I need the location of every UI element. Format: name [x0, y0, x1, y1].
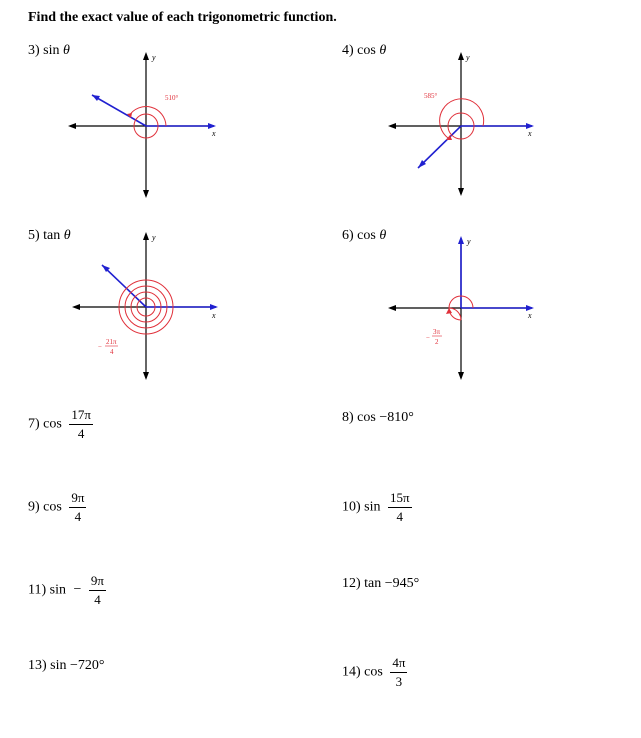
problem-9: [28, 491, 86, 523]
problem-13: [28, 658, 105, 674]
problem-number: 6): [342, 228, 354, 243]
y-axis-label: y: [466, 53, 470, 62]
problem-4: [342, 43, 386, 59]
y-axis-label: y: [152, 53, 156, 62]
y-axis-label: y: [467, 237, 471, 246]
problem-number: 8): [342, 410, 354, 425]
problem-number: 9): [28, 499, 40, 515]
trig-function: sin: [43, 43, 60, 58]
angle-numerator: 21π: [106, 338, 117, 346]
fraction: [89, 574, 106, 606]
fraction: [69, 408, 93, 440]
fraction-denominator: 4: [396, 508, 404, 524]
angle-denominator: 4: [110, 348, 114, 356]
fraction-denominator: 4: [94, 591, 101, 607]
angle-label: 585°: [424, 92, 438, 100]
problem-number: 13): [28, 658, 47, 673]
problem-6: [342, 228, 386, 244]
y-axis-label: y: [152, 233, 156, 242]
angle-expression: −720°: [70, 658, 105, 673]
problem-7: [28, 408, 93, 440]
x-axis-label: x: [212, 311, 216, 320]
problem-number: 12): [342, 576, 361, 591]
problem-number: 10): [342, 499, 361, 515]
angle-sign: −: [426, 334, 430, 342]
trig-function: sin: [50, 658, 67, 673]
fraction-numerator: 9π: [89, 574, 106, 591]
x-axis-label: x: [528, 129, 532, 138]
trig-function: tan: [364, 576, 382, 591]
problem-number: 5): [28, 228, 40, 243]
trig-function: cos: [43, 499, 62, 515]
problem-number: 3): [28, 43, 40, 58]
trig-function: sin: [49, 582, 66, 598]
trig-function: cos: [357, 43, 376, 58]
trig-function: cos: [364, 664, 383, 680]
theta-symbol: θ: [63, 228, 71, 243]
trig-function: sin: [364, 499, 381, 515]
fraction: [69, 491, 86, 523]
fraction-numerator: 15π: [388, 491, 412, 508]
x-axis-label: x: [212, 129, 216, 138]
fraction: [390, 656, 407, 688]
trig-function: cos: [357, 228, 376, 243]
problem-12: [342, 576, 419, 592]
problem-8: [342, 410, 414, 426]
negative-sign: −: [73, 582, 82, 598]
angle-expression: −810°: [379, 410, 414, 425]
fraction-denominator: 4: [77, 425, 85, 441]
problem-5: [28, 228, 71, 244]
angle-expression: −945°: [384, 576, 420, 591]
angle-numerator: 3π: [433, 328, 441, 336]
unit-circle-graph-6: [388, 234, 538, 382]
trig-function: cos: [43, 416, 62, 432]
unit-circle-graph-4: [388, 52, 538, 197]
fraction-denominator: 4: [74, 508, 82, 524]
angle-sign: −: [98, 343, 102, 351]
angle-denominator: 2: [435, 338, 439, 346]
problem-11: [28, 574, 106, 606]
fraction-numerator: 4π: [390, 656, 407, 673]
problem-number: 11): [28, 582, 47, 598]
problem-number: 14): [342, 664, 361, 680]
fraction-numerator: 17π: [69, 408, 93, 425]
problem-number: 7): [28, 416, 40, 432]
problem-number: 4): [342, 43, 354, 58]
angle-label: 510°: [165, 94, 179, 102]
trig-function: tan: [43, 228, 61, 243]
fraction-numerator: 9π: [69, 491, 86, 508]
unit-circle-graph-3: [66, 50, 226, 200]
theta-symbol: θ: [63, 43, 70, 58]
problem-10: [342, 491, 412, 523]
trig-function: cos: [357, 410, 376, 425]
problem-3: [28, 43, 70, 59]
worksheet-heading: Find the exact value of each trigonometric function.: [28, 10, 337, 25]
theta-symbol: θ: [379, 43, 387, 58]
problem-14: [342, 656, 407, 688]
fraction: [388, 491, 412, 523]
unit-circle-graph-5: [72, 232, 222, 382]
fraction-denominator: 3: [395, 673, 403, 689]
theta-symbol: θ: [379, 228, 387, 243]
x-axis-label: x: [528, 311, 532, 320]
